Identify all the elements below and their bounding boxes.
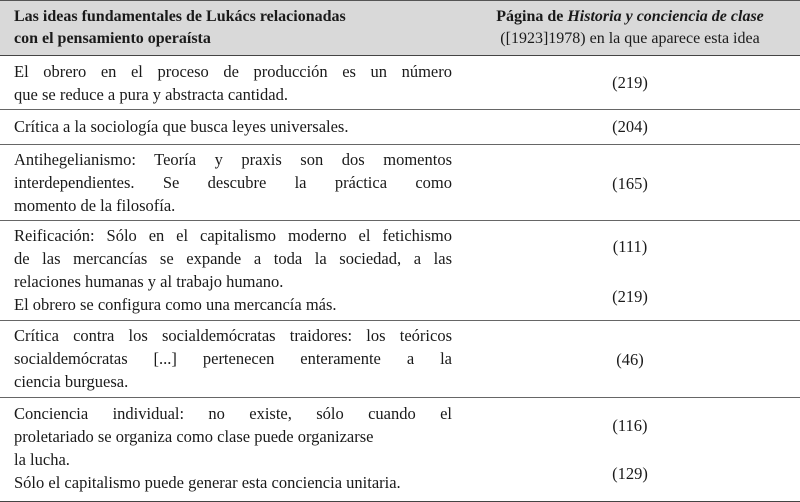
page-cell: (219) — [612, 73, 648, 92]
idea-cell — [14, 324, 452, 393]
page-cell: (46) — [616, 350, 644, 369]
idea-line: Crítica contra los socialdemócratas traidores: los teóricos — [14, 326, 452, 345]
idea-line: ciencia burguesa. — [14, 372, 129, 391]
table-row — [0, 145, 800, 221]
idea-line: la lucha. — [14, 450, 70, 469]
idea-cell — [14, 60, 452, 106]
header-left-line: con el pensamiento operaísta — [14, 30, 211, 47]
table-header — [0, 1, 800, 56]
idea-cell — [14, 148, 452, 217]
header-ideas-column — [14, 6, 454, 50]
header-page-column — [460, 6, 800, 50]
header-right-prefix: Página de — [496, 8, 568, 25]
table-row — [0, 321, 800, 398]
header-right-line — [460, 6, 800, 28]
table-row — [0, 110, 800, 145]
header-book-title: Historia y conciencia de clase — [567, 8, 764, 25]
idea-line: que se reduce a pura y abstracta cantidad. — [14, 85, 288, 104]
idea-line: de las mercancías se expande a toda la sociedad, a las — [14, 249, 452, 268]
idea-line: proletariado se organiza como clase puede organizarse — [14, 427, 374, 446]
header-left-line: Las ideas fundamentales de Lukács relacionadas — [14, 8, 346, 25]
idea-line: El obrero se configura como una mercancía más. — [14, 295, 337, 314]
page-cell: (116) — [612, 416, 648, 435]
header-right-line: ([1923]1978) en la que aparece esta idea — [500, 30, 760, 47]
idea-line: momento de la filosofía. — [14, 196, 176, 215]
idea-line: El obrero en el proceso de producción es un número — [14, 62, 452, 81]
table-row — [0, 55, 800, 110]
page-cell: (165) — [612, 174, 648, 193]
idea-cell — [14, 115, 452, 138]
table-row — [0, 221, 800, 321]
idea-line: Conciencia individual: no existe, sólo cuando el — [14, 404, 452, 423]
idea-line: Reificación: Sólo en el capitalismo moderno el fetichismo — [14, 226, 452, 245]
page-cell: (129) — [612, 464, 648, 483]
idea-line: interdependientes. Se descubre la práctica como — [14, 173, 452, 192]
idea-line: Antihegelianismo: Teoría y praxis son dos momentos — [14, 150, 452, 169]
table-row — [0, 398, 800, 502]
idea-cell — [14, 224, 452, 316]
idea-line: relaciones humanas y al trabajo humano. — [14, 272, 284, 291]
page-cell: (204) — [612, 117, 648, 136]
idea-cell — [14, 402, 452, 494]
idea-line: socialdemócratas [...] pertenecen enteramente a la — [14, 349, 452, 368]
idea-line: Crítica a la sociología que busca leyes universales. — [14, 117, 349, 136]
page-cell: (111) — [612, 237, 648, 256]
page-cell: (219) — [612, 287, 648, 306]
idea-line: Sólo el capitalismo puede generar esta conciencia unitaria. — [14, 473, 401, 492]
